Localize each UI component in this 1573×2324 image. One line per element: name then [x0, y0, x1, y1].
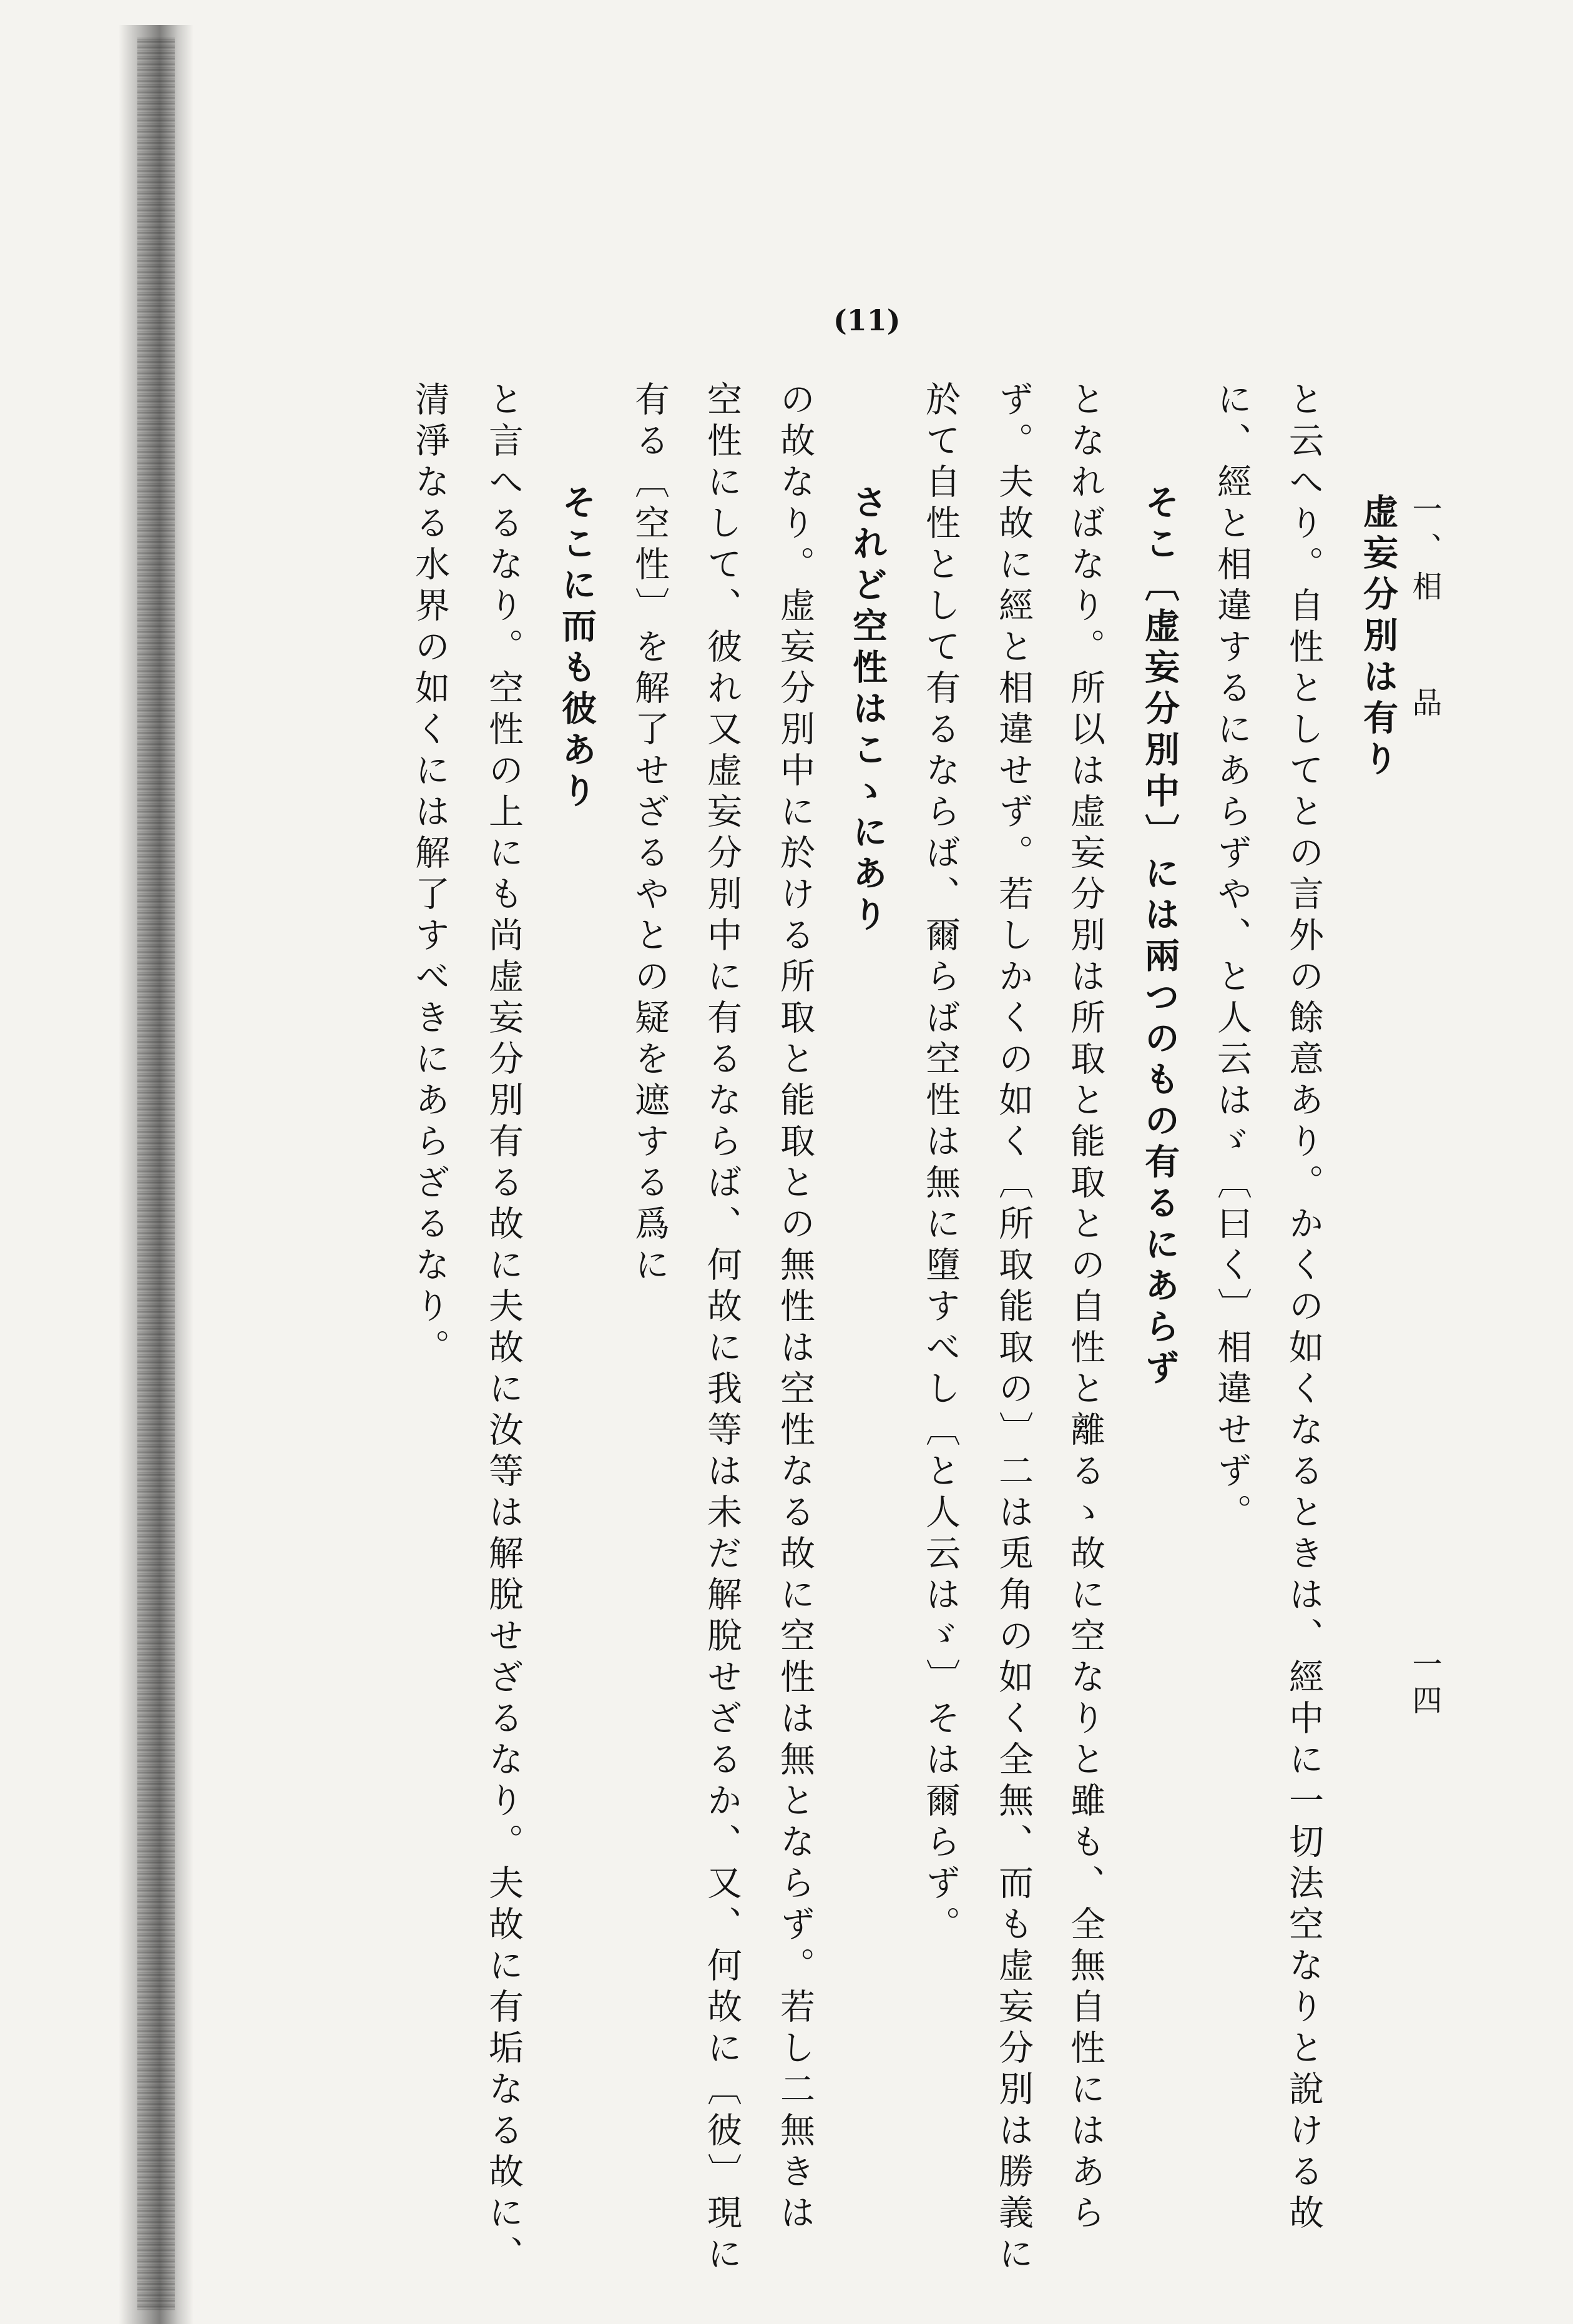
verse-line-1: 虚妄分別は有り [1358, 493, 1399, 782]
text-column-3: となればなり。所以は虚妄分別は所取と能取との自性と離るゝ故に空なりと雖も、全無自性にはあら [1065, 381, 1105, 2235]
running-header-chapter: 一、相 品 [1407, 493, 1442, 726]
text-column-10: 清淨なる水界の如くには解了すべきにあらざるなり。 [409, 381, 450, 1370]
verse-line-3: されど空性はこゝにあり [847, 484, 888, 937]
verse-line-4: そこに而も彼あり [556, 484, 597, 814]
folio-marker: (11) [833, 303, 901, 337]
text-column-6: の故なり。虚妄分別中に於ける所取と能取との無性は空性なる故に空性は無とならず。若し二無きは [775, 381, 815, 2235]
text-column-2: に、經と相違するにあらずや、と人云はゞ〔曰く〕相違せず。 [1212, 381, 1252, 1535]
text-column-5: 於て自性として有るならば、爾らば空性は無に墮すべし〔と人云はゞ〕そは爾らず。 [920, 381, 961, 1947]
binding-texture [137, 37, 175, 2310]
page-number: 一四 [1407, 1648, 1442, 1721]
text-column-7: 空性にして、彼れ又虚妄分別中に有るならば、何故に我等は未だ解脫せざるか、又、何故に〔彼〕現に [702, 381, 742, 2277]
text-column-4: ず。夫故に經と相違せず。若しかくの如く〔所取能取の〕二は兎角の如く全無、而も虚妄分別は勝義に [993, 381, 1034, 2277]
verse-line-2: そこ〔虚妄分別中〕には兩つのもの有るにあらず [1139, 484, 1180, 1391]
text-column-8: 有る〔空性〕を解了せざるやとの疑を遮する爲に [629, 381, 670, 1288]
text-column-1: と云へり。自性としてとの言外の餘意あり。かくの如くなるときは、經中に一切法空なりと說ける故 [1283, 381, 1324, 2235]
text-column-9: と言へるなり。空性の上にも尚虚妄分別有る故に夫故に汝等は解脫せざるなり。夫故に有垢なる故に、 [483, 381, 524, 2277]
